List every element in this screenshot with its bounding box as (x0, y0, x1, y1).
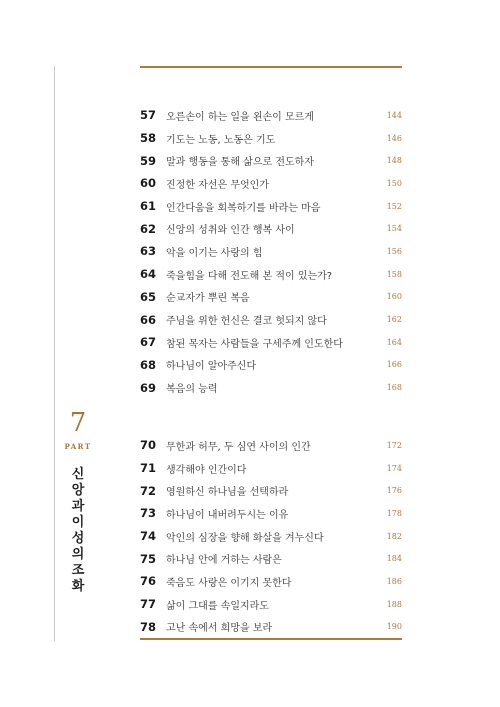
toc-entry-number: 66 (140, 312, 157, 327)
toc-entry-number: 65 (140, 289, 157, 304)
toc-entry-title: 죽음도 사랑은 이기지 못한다 (166, 577, 292, 589)
toc-entry[interactable] (140, 479, 402, 502)
part-number: 7 (69, 408, 87, 438)
toc-entry-page: 174 (386, 463, 402, 473)
toc-entry-page: 160 (386, 292, 402, 302)
toc-entry[interactable] (140, 593, 402, 616)
toc-entry-title: 오른손이 하는 일을 왼손이 모르게 (166, 111, 314, 123)
toc-entry[interactable] (140, 195, 402, 218)
toc-entry-page: 146 (386, 133, 402, 143)
toc-entry-page: 168 (386, 383, 402, 393)
toc-entry-page: 176 (386, 486, 402, 496)
toc-entry[interactable] (140, 502, 402, 525)
toc-entry-title: 하나님 안에 거하는 사람은 (166, 555, 282, 567)
toc-entry[interactable] (140, 286, 402, 309)
toc-list-lower (140, 434, 402, 638)
toc-entry-number: 61 (140, 199, 157, 214)
toc-entry-page: 158 (386, 269, 402, 279)
toc-entry-page: 154 (386, 224, 402, 234)
toc-entry-number: 70 (140, 438, 157, 453)
toc-entry[interactable] (140, 376, 402, 399)
toc-entry-number: 69 (140, 380, 157, 395)
toc-entry-number: 60 (140, 176, 157, 191)
toc-entry-page: 178 (386, 508, 402, 518)
side-divider (54, 66, 55, 641)
toc-entry[interactable] (140, 570, 402, 593)
toc-entry-page: 166 (386, 360, 402, 370)
toc-entry-title: 영원하신 하나님을 선택하라 (166, 487, 289, 499)
toc-entry-number: 64 (140, 267, 157, 282)
toc-entry-page: 186 (386, 576, 402, 586)
toc-entry-number: 63 (140, 244, 157, 259)
toc-entry-title: 주님을 위한 헌신은 결코 헛되지 않다 (166, 316, 327, 328)
toc-entry-title: 고난 속에서 희망을 보라 (166, 623, 273, 635)
toc-entry-page: 184 (386, 554, 402, 564)
toc-entry-page: 164 (386, 337, 402, 347)
toc-entry-page: 188 (386, 599, 402, 609)
toc-entry-page: 150 (386, 178, 402, 188)
toc-entry[interactable] (140, 434, 402, 457)
toc-entry-title: 죽을힘을 다해 전도해 본 적이 있는가? (166, 270, 333, 282)
toc-entry-number: 75 (140, 551, 157, 566)
toc-entry[interactable] (140, 457, 402, 480)
toc-entry-number: 77 (140, 597, 157, 612)
toc-entry-number: 76 (140, 574, 157, 589)
toc-entry[interactable] (140, 616, 402, 639)
toc-entry-number: 57 (140, 108, 157, 123)
toc-entry-title: 생각해야 인간이다 (166, 464, 247, 476)
toc-entry-number: 78 (140, 619, 157, 634)
toc-entry[interactable] (140, 127, 402, 150)
toc-entry-title: 무한과 허무, 두 심연 사이의 인간 (166, 441, 311, 453)
toc-entry[interactable] (140, 104, 402, 127)
toc-entry-title: 악인의 심장을 향해 화살을 겨누신다 (166, 532, 324, 544)
toc-entry-page: 172 (386, 440, 402, 450)
toc-list-upper (140, 104, 402, 399)
toc-entry-title: 순교자가 뿌린 복음 (166, 293, 250, 305)
toc-entry-title: 진정한 자선은 무엇인가 (166, 179, 269, 191)
toc-entry-title: 신앙의 성취와 인간 행복 사이 (166, 225, 295, 237)
toc-entry-number: 72 (140, 483, 157, 498)
toc-entry-page: 162 (386, 315, 402, 325)
toc-entry-title: 참된 목자는 사람들을 구세주께 인도한다 (166, 338, 343, 350)
toc-entry-title: 기도는 노동, 노동은 기도 (166, 134, 276, 146)
toc-entry-number: 58 (140, 131, 157, 146)
toc-entry[interactable] (140, 547, 402, 570)
toc-entry-title: 복음의 능력 (166, 384, 218, 396)
toc-entry-number: 71 (140, 461, 157, 476)
part-title: 신앙과 이성의 조화 (71, 467, 89, 594)
toc-entry-page: 152 (386, 201, 402, 211)
toc-entry-title: 하나님이 알아주신다 (166, 361, 257, 373)
toc-entry-page: 182 (386, 531, 402, 541)
toc-entry-title: 하나님이 내버려두시는 이유 (166, 509, 289, 521)
toc-entry-number: 59 (140, 153, 157, 168)
toc-entry[interactable] (140, 217, 402, 240)
toc-entry-title: 말과 행동을 통해 삶으로 전도하자 (166, 157, 314, 169)
toc-entry-page: 144 (386, 110, 402, 120)
toc-entry[interactable] (140, 354, 402, 377)
toc-entry[interactable] (140, 263, 402, 286)
toc-entry-number: 68 (140, 357, 157, 372)
toc-entry-page: 156 (386, 246, 402, 256)
toc-entry-title: 인간다움을 회복하기를 바라는 마음 (166, 202, 321, 214)
toc-entry-page: 190 (386, 622, 402, 632)
toc-entry[interactable] (140, 331, 402, 354)
toc-entry-title: 악을 이기는 사랑의 힘 (166, 247, 263, 259)
top-divider (140, 66, 402, 68)
toc-entry-number: 67 (140, 335, 157, 350)
toc-entry-number: 74 (140, 529, 157, 544)
toc-entry-page: 148 (386, 156, 402, 166)
toc-entry[interactable] (140, 172, 402, 195)
part-label: PART (64, 442, 92, 451)
toc-entry-number: 73 (140, 506, 157, 521)
toc-entry[interactable] (140, 308, 402, 331)
bottom-divider (140, 638, 402, 640)
toc-entry[interactable] (140, 525, 402, 548)
part-heading (58, 410, 98, 595)
toc-entry-number: 62 (140, 221, 157, 236)
toc-entry[interactable] (140, 149, 402, 172)
toc-entry-title: 삶이 그대를 속일지라도 (166, 600, 269, 612)
toc-entry[interactable] (140, 240, 402, 263)
